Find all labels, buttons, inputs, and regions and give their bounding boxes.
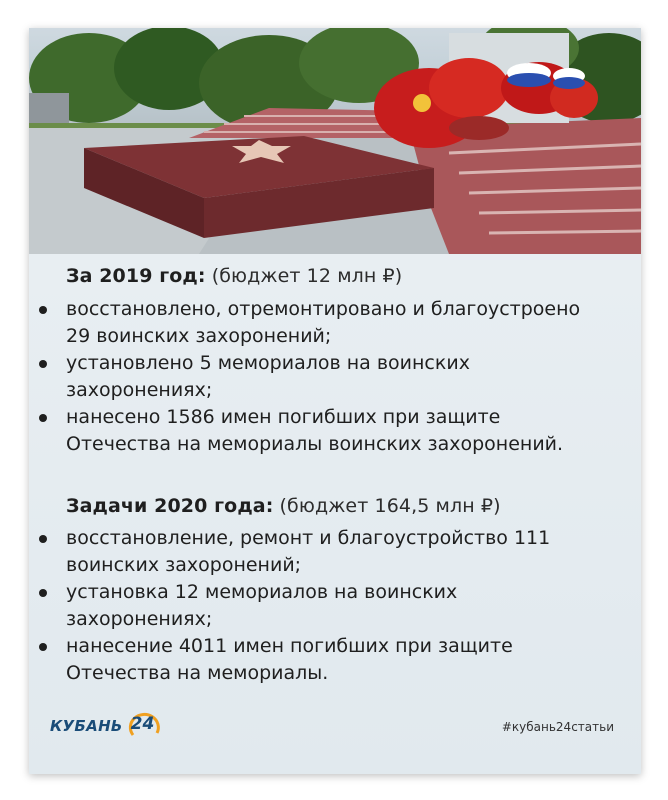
memorial-photo-illustration — [29, 28, 641, 254]
list-item-line: установлено 5 мемориалов на воинских — [66, 352, 470, 374]
hashtag[interactable]: #кубань24статьи — [501, 720, 614, 734]
bullet-icon — [39, 643, 47, 651]
list-item-line: захоронениях; — [66, 608, 213, 630]
list-item-line: 29 воинских захоронений; — [66, 325, 332, 347]
heading-2020-title: Задачи 2020 года: — [66, 495, 274, 517]
list-item-line: захоронениях; — [66, 379, 213, 401]
bullet-icon — [39, 414, 47, 422]
list-item-line: Отечества на мемориалы. — [66, 662, 329, 684]
list-2020 — [29, 525, 629, 687]
heading-2020-budget: (бюджет 164,5 млн ₽) — [279, 495, 501, 517]
list-item — [29, 525, 629, 579]
list-item-line: нанесение 4011 имен погибших при защите — [66, 635, 513, 657]
list-item — [29, 404, 629, 458]
heading-2019-budget: (бюджет 12 млн ₽) — [211, 265, 403, 287]
bullet-icon — [39, 535, 47, 543]
logo-text: КУБАНЬ — [50, 717, 123, 735]
bullet-icon — [39, 589, 47, 597]
list-item-line: восстановлено, отремонтировано и благоустроено — [66, 298, 581, 320]
kuban24-logo — [50, 706, 163, 746]
list-item-line: воинских захоронений; — [66, 554, 302, 576]
list-item-line: восстановление, ремонт и благоустройство 111 — [66, 527, 551, 549]
logo-number: 24 — [130, 714, 155, 734]
heading-2019-title: За 2019 год: — [66, 265, 206, 287]
list-item-line: нанесено 1586 имен погибших при защите — [66, 406, 501, 428]
list-2019 — [29, 296, 629, 458]
memorial-photo — [29, 28, 641, 254]
infographic-card — [29, 28, 641, 774]
bullet-icon — [39, 360, 47, 368]
list-item-line: установка 12 мемориалов на воинских — [66, 581, 458, 603]
heading-2020 — [66, 495, 501, 517]
heading-2019 — [66, 265, 402, 287]
bullet-icon — [39, 306, 47, 314]
list-item — [29, 579, 629, 633]
logo-badge — [127, 711, 163, 741]
list-item — [29, 633, 629, 687]
list-item — [29, 350, 629, 404]
list-item — [29, 296, 629, 350]
list-item-line: Отечества на мемориалы воинских захоронений. — [66, 433, 564, 455]
